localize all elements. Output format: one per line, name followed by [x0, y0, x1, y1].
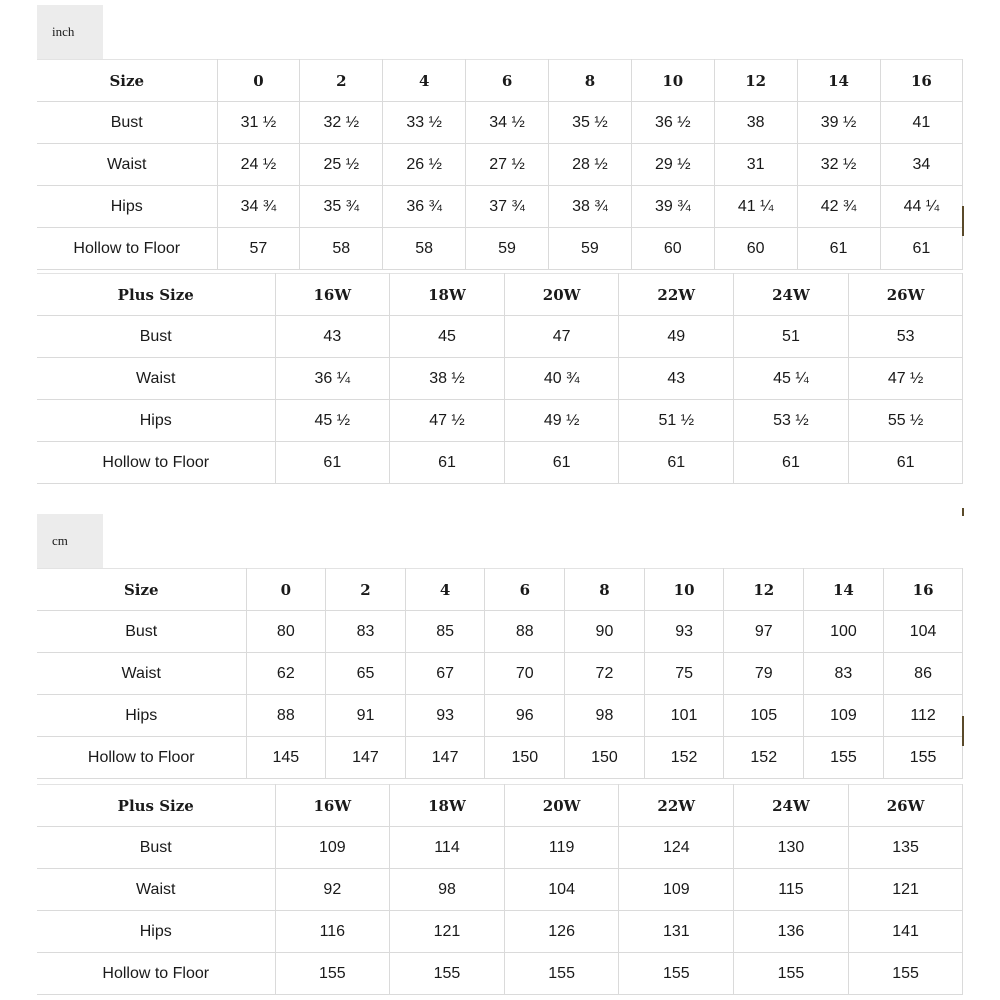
size-column-header: 16W: [275, 785, 390, 827]
measurement-value: 31: [714, 144, 797, 186]
measurement-value: 131: [619, 911, 734, 953]
measurement-value: 51: [734, 316, 849, 358]
measurement-value: 141: [848, 911, 963, 953]
inch-standard-size-table: [37, 59, 963, 270]
measurement-value: 115: [734, 869, 849, 911]
measurement-value: 36 ½: [631, 102, 714, 144]
measurement-value: 34 ¾: [217, 186, 300, 228]
measurement-label: Waist: [37, 869, 275, 911]
size-column-header: 6: [485, 569, 565, 611]
table-row: [37, 953, 963, 995]
measurement-value: 42 ¾: [797, 186, 880, 228]
size-header-label: Plus Size: [37, 785, 275, 827]
measurement-value: 155: [390, 953, 505, 995]
edge-mark: [962, 716, 964, 746]
unit-label-cm: cm: [52, 533, 68, 548]
measurement-value: 59: [466, 228, 549, 270]
measurement-value: 119: [504, 827, 619, 869]
measurement-value: 150: [485, 737, 565, 779]
table-row: [37, 316, 963, 358]
measurement-value: 91: [326, 695, 406, 737]
size-header-label: Size: [37, 569, 246, 611]
measurement-value: 79: [724, 653, 804, 695]
table-header-row: [37, 785, 963, 827]
measurement-value: 114: [390, 827, 505, 869]
measurement-value: 60: [631, 228, 714, 270]
table-row: [37, 144, 963, 186]
measurement-value: 47 ½: [390, 400, 505, 442]
measurement-value: 155: [734, 953, 849, 995]
size-column-header: 14: [797, 60, 880, 102]
measurement-value: 39 ½: [797, 102, 880, 144]
measurement-value: 104: [883, 611, 963, 653]
table-row: [37, 611, 963, 653]
size-column-header: 6: [466, 60, 549, 102]
size-column-header: 4: [405, 569, 485, 611]
measurement-value: 32 ½: [797, 144, 880, 186]
measurement-value: 35 ¾: [300, 186, 383, 228]
size-column-header: 26W: [848, 785, 963, 827]
table-row: [37, 400, 963, 442]
measurement-value: 58: [300, 228, 383, 270]
measurement-value: 38 ½: [390, 358, 505, 400]
measurement-value: 61: [880, 228, 963, 270]
measurement-value: 45 ¼: [734, 358, 849, 400]
measurement-value: 83: [326, 611, 406, 653]
table-row: [37, 695, 963, 737]
measurement-value: 37 ¾: [466, 186, 549, 228]
measurement-value: 155: [883, 737, 963, 779]
size-column-header: 12: [724, 569, 804, 611]
measurement-value: 88: [246, 695, 326, 737]
measurement-value: 47 ½: [848, 358, 963, 400]
measurement-value: 85: [405, 611, 485, 653]
table-row: [37, 228, 963, 270]
measurement-value: 72: [565, 653, 645, 695]
unit-label-inch: inch: [52, 24, 75, 39]
size-column-header: 24W: [734, 785, 849, 827]
table-row: [37, 358, 963, 400]
measurement-label: Bust: [37, 827, 275, 869]
measurement-value: 147: [326, 737, 406, 779]
measurement-value: 41: [880, 102, 963, 144]
measurement-value: 112: [883, 695, 963, 737]
measurement-value: 109: [275, 827, 390, 869]
size-column-header: 2: [300, 60, 383, 102]
table-row: [37, 653, 963, 695]
size-column-header: 0: [246, 569, 326, 611]
measurement-value: 104: [504, 869, 619, 911]
measurement-value: 98: [565, 695, 645, 737]
measurement-value: 36 ¼: [275, 358, 390, 400]
measurement-value: 62: [246, 653, 326, 695]
unit-tab-inch: [37, 5, 103, 59]
measurement-value: 155: [848, 953, 963, 995]
measurement-value: 35 ½: [549, 102, 632, 144]
measurement-value: 39 ¾: [631, 186, 714, 228]
measurement-value: 57: [217, 228, 300, 270]
measurement-value: 121: [848, 869, 963, 911]
table-row: [37, 911, 963, 953]
size-column-header: 18W: [390, 785, 505, 827]
measurement-value: 31 ½: [217, 102, 300, 144]
measurement-value: 121: [390, 911, 505, 953]
measurement-label: Waist: [37, 358, 275, 400]
measurement-value: 70: [485, 653, 565, 695]
measurement-value: 155: [504, 953, 619, 995]
size-column-header: 4: [383, 60, 466, 102]
measurement-value: 109: [804, 695, 884, 737]
measurement-value: 61: [390, 442, 505, 484]
measurement-value: 38: [714, 102, 797, 144]
size-column-header: 2: [326, 569, 406, 611]
measurement-value: 34 ½: [466, 102, 549, 144]
measurement-label: Hips: [37, 186, 217, 228]
measurement-value: 47: [504, 316, 619, 358]
table-header-row: [37, 569, 963, 611]
measurement-value: 51 ½: [619, 400, 734, 442]
measurement-value: 55 ½: [848, 400, 963, 442]
size-column-header: 12: [714, 60, 797, 102]
measurement-value: 25 ½: [300, 144, 383, 186]
unit-tab-cm: [37, 514, 103, 568]
edge-mark: [962, 508, 964, 516]
measurement-value: 101: [644, 695, 724, 737]
measurement-value: 61: [619, 442, 734, 484]
size-column-header: 16W: [275, 274, 390, 316]
measurement-value: 109: [619, 869, 734, 911]
measurement-value: 53 ½: [734, 400, 849, 442]
measurement-value: 116: [275, 911, 390, 953]
measurement-value: 61: [797, 228, 880, 270]
measurement-value: 34: [880, 144, 963, 186]
measurement-label: Bust: [37, 102, 217, 144]
size-column-header: 22W: [619, 274, 734, 316]
measurement-label: Hollow to Floor: [37, 737, 246, 779]
measurement-value: 45 ½: [275, 400, 390, 442]
measurement-value: 49: [619, 316, 734, 358]
measurement-value: 96: [485, 695, 565, 737]
measurement-value: 145: [246, 737, 326, 779]
table-row: [37, 186, 963, 228]
measurement-value: 83: [804, 653, 884, 695]
table-row: [37, 827, 963, 869]
measurement-value: 41 ¼: [714, 186, 797, 228]
measurement-value: 32 ½: [300, 102, 383, 144]
measurement-value: 61: [275, 442, 390, 484]
measurement-value: 105: [724, 695, 804, 737]
size-column-header: 22W: [619, 785, 734, 827]
size-column-header: 10: [631, 60, 714, 102]
measurement-label: Bust: [37, 316, 275, 358]
measurement-value: 136: [734, 911, 849, 953]
measurement-label: Waist: [37, 144, 217, 186]
measurement-value: 49 ½: [504, 400, 619, 442]
measurement-value: 135: [848, 827, 963, 869]
measurement-value: 58: [383, 228, 466, 270]
size-column-header: 10: [644, 569, 724, 611]
measurement-label: Hips: [37, 695, 246, 737]
measurement-value: 40 ¾: [504, 358, 619, 400]
measurement-value: 43: [275, 316, 390, 358]
measurement-value: 86: [883, 653, 963, 695]
measurement-value: 130: [734, 827, 849, 869]
size-column-header: 8: [565, 569, 645, 611]
size-column-header: 24W: [734, 274, 849, 316]
measurement-label: Waist: [37, 653, 246, 695]
measurement-value: 65: [326, 653, 406, 695]
measurement-label: Hollow to Floor: [37, 953, 275, 995]
measurement-value: 152: [724, 737, 804, 779]
measurement-value: 26 ½: [383, 144, 466, 186]
measurement-value: 53: [848, 316, 963, 358]
measurement-label: Hips: [37, 911, 275, 953]
size-column-header: 14: [804, 569, 884, 611]
measurement-value: 75: [644, 653, 724, 695]
measurement-label: Hips: [37, 400, 275, 442]
measurement-label: Hollow to Floor: [37, 228, 217, 270]
size-header-label: Plus Size: [37, 274, 275, 316]
measurement-label: Bust: [37, 611, 246, 653]
table-row: [37, 442, 963, 484]
edge-mark: [962, 206, 964, 236]
measurement-value: 24 ½: [217, 144, 300, 186]
cm-standard-size-table: [37, 568, 963, 779]
measurement-value: 90: [565, 611, 645, 653]
measurement-value: 61: [848, 442, 963, 484]
measurement-value: 38 ¾: [549, 186, 632, 228]
size-column-header: 16: [883, 569, 963, 611]
measurement-value: 88: [485, 611, 565, 653]
measurement-value: 126: [504, 911, 619, 953]
cm-plus-size-table: [37, 784, 963, 995]
table-header-row: [37, 274, 963, 316]
measurement-value: 150: [565, 737, 645, 779]
measurement-value: 155: [619, 953, 734, 995]
measurement-value: 45: [390, 316, 505, 358]
measurement-value: 61: [734, 442, 849, 484]
size-column-header: 0: [217, 60, 300, 102]
measurement-value: 36 ¾: [383, 186, 466, 228]
size-header-label: Size: [37, 60, 217, 102]
size-column-header: 8: [549, 60, 632, 102]
size-column-header: 18W: [390, 274, 505, 316]
measurement-value: 100: [804, 611, 884, 653]
measurement-value: 93: [644, 611, 724, 653]
measurement-value: 152: [644, 737, 724, 779]
measurement-value: 28 ½: [549, 144, 632, 186]
measurement-value: 98: [390, 869, 505, 911]
measurement-value: 33 ½: [383, 102, 466, 144]
table-header-row: [37, 60, 963, 102]
measurement-value: 124: [619, 827, 734, 869]
measurement-value: 97: [724, 611, 804, 653]
measurement-value: 155: [275, 953, 390, 995]
measurement-value: 27 ½: [466, 144, 549, 186]
inch-plus-size-table: [37, 273, 963, 484]
table-row: [37, 737, 963, 779]
measurement-value: 60: [714, 228, 797, 270]
measurement-value: 29 ½: [631, 144, 714, 186]
measurement-value: 59: [549, 228, 632, 270]
table-row: [37, 102, 963, 144]
measurement-value: 43: [619, 358, 734, 400]
measurement-value: 80: [246, 611, 326, 653]
measurement-value: 44 ¼: [880, 186, 963, 228]
size-column-header: 16: [880, 60, 963, 102]
measurement-value: 155: [804, 737, 884, 779]
table-row: [37, 869, 963, 911]
measurement-value: 67: [405, 653, 485, 695]
measurement-value: 61: [504, 442, 619, 484]
measurement-value: 147: [405, 737, 485, 779]
measurement-label: Hollow to Floor: [37, 442, 275, 484]
size-column-header: 26W: [848, 274, 963, 316]
size-column-header: 20W: [504, 785, 619, 827]
measurement-value: 92: [275, 869, 390, 911]
measurement-value: 93: [405, 695, 485, 737]
size-column-header: 20W: [504, 274, 619, 316]
